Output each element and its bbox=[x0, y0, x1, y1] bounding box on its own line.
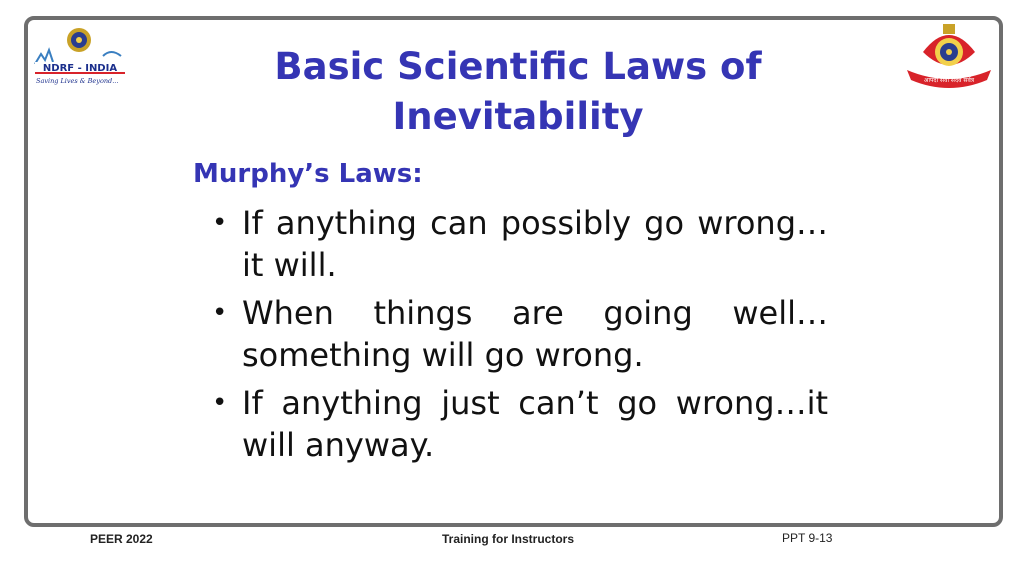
footer-page-number: PPT 9-13 bbox=[782, 531, 833, 545]
svg-text:आपदा सेवा सदैव सर्वत्र: आपदा सेवा सदैव सर्वत्र bbox=[923, 77, 975, 84]
svg-text:Saving Lives & Beyond...: Saving Lives & Beyond... bbox=[36, 77, 119, 85]
footer-left: PEER 2022 bbox=[90, 532, 153, 546]
bullet-item bbox=[212, 202, 828, 286]
bullet-dot-icon: • bbox=[212, 208, 228, 238]
bullet-list bbox=[212, 202, 828, 472]
bullet-text: If anything just can’t go wrong…it will anyway. bbox=[242, 384, 828, 464]
svg-text:NDRF - INDIA: NDRF - INDIA bbox=[42, 63, 118, 74]
bullet-dot-icon: • bbox=[212, 298, 228, 328]
footer-center: Training for Instructors bbox=[442, 532, 575, 546]
bullet-item bbox=[212, 292, 828, 376]
ndrf-emblem bbox=[905, 22, 993, 88]
bullet-text: If anything can possibly go wrong…it will. bbox=[242, 204, 828, 284]
ndrf-logo bbox=[33, 24, 127, 86]
slide-title: Basic Scientific Laws of Inevitability bbox=[274, 45, 762, 138]
bullet-item bbox=[212, 382, 828, 466]
slide-subtitle: Murphy’s Laws: bbox=[193, 159, 423, 189]
bullet-dot-icon: • bbox=[212, 388, 228, 418]
bullet-text: When things are going well…something will go wrong. bbox=[242, 294, 828, 374]
